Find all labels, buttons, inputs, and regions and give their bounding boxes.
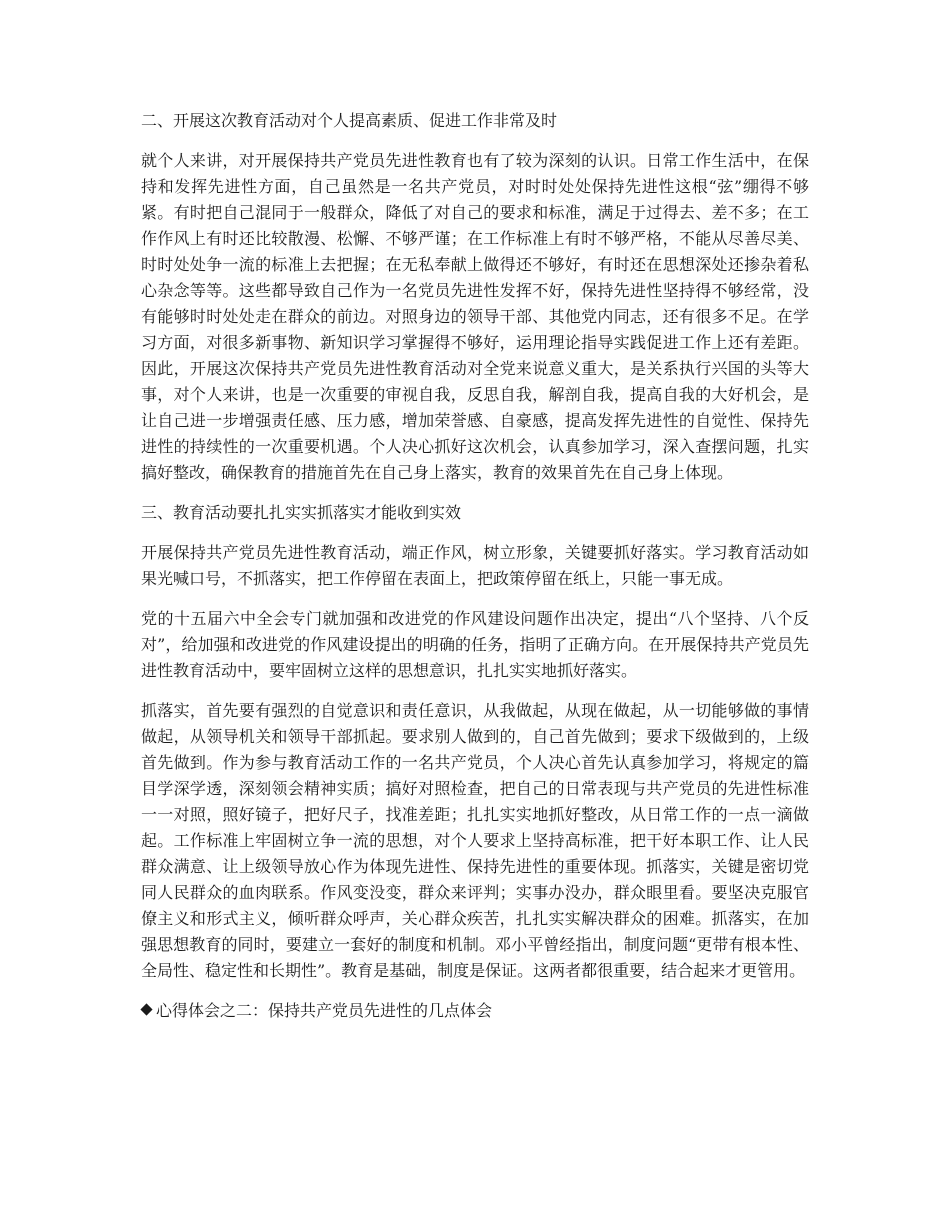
diamond-bullet-icon <box>140 1003 152 1015</box>
closing-heading <box>141 998 809 1024</box>
paragraph: 党的十五届六中全会专门就加强和改进党的作风建设问题作出决定，提出“八个坚持、八个反对”，给加强和改进党的作风建设提出的明确的任务，指明了正确方向。在开展保持共产党员先进性教育活动中，要牢固树立这样的思想意识，扎扎实实地抓好落实。 <box>141 609 809 680</box>
paragraph: 就个人来讲，对开展保持共产党员先进性教育也有了较为深刻的认识。日常工作生活中，在保持和发挥先进性方面，自己虽然是一名共产党员，对时时处处保持先进性这根“弦”绷得不够紧。有时把自己混同于一般群众，降低了对自己的要求和标准，满足于过得去、差不多；在工作作风上有时还比较散漫、松懈、不够严谨；在工作标准上有时不够严格，不能从尽善尽美、时时处处争一流的标准上去把握；在无私奉献上做得还不够好，有时还在思想深处还掺杂着私心杂念等等。这些都导致自己作为一名党员先进性发挥不好，保持先进性坚持得不够经常，没有能够时时处处走在群众的前边。对照身边的领导干部、其他党内同志，还有很多不足。在学习方面，对很多新事物、新知识学习掌握得不够好，运用理论指导实践促进工作上还有差距。因此，开展这次保持共产党员先进性教育活动对全党来说意义重大，是关系执行兴国的头等大事，对个人来讲，也是一次重要的审视自我，反思自我，解剖自我，提高自我的大好机会，是让自己进一步增强责任感、压力感，增加荣誉感、自豪感，提高发挥先进性的自觉性、保持先进性的持续性的一次重要机遇。个人决心抓好这次机会，认真参加学习，深入查摆问题，扎实搞好整改，确保教育的措施首先在自己身上落实，教育的效果首先在自己身上体现。 <box>141 151 809 482</box>
section-heading: 二、开展这次教育活动对个人提高素质、促进工作非常及时 <box>141 111 558 130</box>
paragraph: 开展保持共产党员先进性教育活动，端正作风，树立形象，关键要抓好落实。学习教育活动如果光喊口号，不抓落实，把工作停留在表面上，把政策停留在纸上，只能一事无成。 <box>141 543 809 588</box>
document-body <box>141 108 809 1024</box>
section-heading: 三、教育活动要扎扎实实抓落实才能收到实效 <box>141 503 462 522</box>
paragraph: 抓落实，首先要有强烈的自觉意识和责任意识，从我做起，从现在做起，从一切能够做的事情做起，从领导机关和领导干部抓起。要求别人做到的，自己首先做到；要求下级做到的，上级首先做到。作为参与教育活动工作的一名共产党员，个人决心首先认真参加学习，将规定的篇目学深学透，深刻领会精神实质；搞好对照检查，把自己的日常表现与共产党员的先进性标准一一对照，照好镜子，把好尺子，找准差距；扎扎实实地抓好整改，从日常工作的一点一滴做起。工作标准上牢固树立争一流的思想，对个人要求上坚持高标准，把干好本职工作、让人民群众满意、让上级领导放心作为体现先进性、保持先进性的重要体现。抓落实，关键是密切党同人民群众的血肉联系。作风变没变，群众来评判；实事办没办，群众眼里看。要坚决克服官僚主义和形式主义，倾听群众呼声，关心群众疾苦，扎扎实实解决群众的困难。抓落实，在加强思想教育的同时，要建立一套好的制度和机制。邓小平曾经指出，制度问题“更带有根本性、全局性、稳定性和长期性”。教育是基础，制度是保证。这两者都很重要，结合起来才更管用。 <box>141 701 809 980</box>
closing-heading-text: 心得体会之二：保持共产党员先进性的几点体会 <box>156 1001 493 1020</box>
